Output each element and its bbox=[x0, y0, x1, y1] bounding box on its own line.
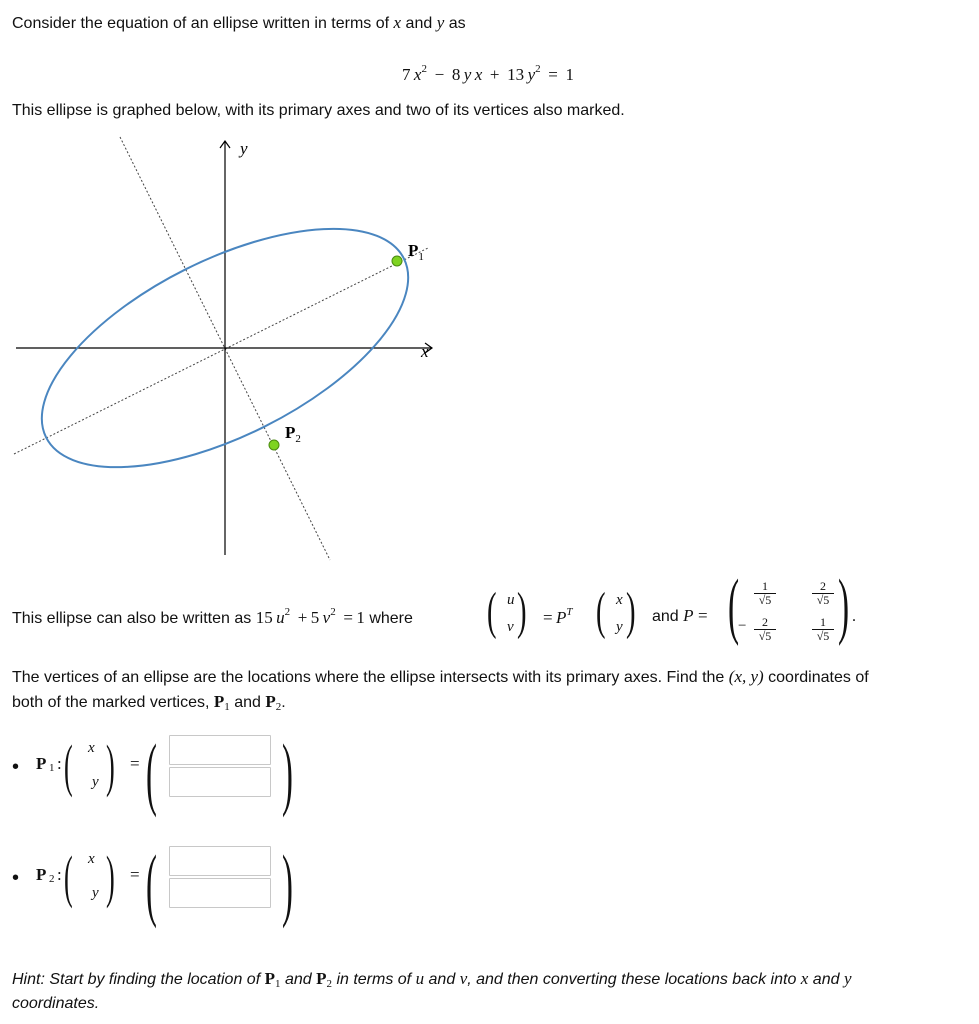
graph-description: This ellipse is graphed below, with its primary axes and two of its vertices also marked. bbox=[12, 102, 625, 119]
hint-line2: coordinates. bbox=[12, 995, 100, 1012]
p2-y-input[interactable] bbox=[169, 878, 271, 908]
answer-row-p1: • P 1 : ( x y ) = ( ) bbox=[12, 727, 293, 818]
vertex-p2-marker bbox=[269, 440, 279, 450]
p2-x-input[interactable] bbox=[169, 846, 271, 876]
intro-text: Consider the equation of an ellipse written in terms of x and y as bbox=[12, 13, 466, 32]
hint-line1: Hint: Start by finding the location of $P_1$ and $P_2$ in terms of u and v, and then converting these locations back into x and y bbox=[12, 969, 852, 990]
ellipse-equation: 7 $x^2 - 8$ y x + 13 $y^2 = 1$ bbox=[402, 63, 575, 84]
alt-form-row: This ellipse can also be written as 15 $u^2 + 5$ $v^2 = 1$ where bbox=[12, 606, 413, 627]
y-axis-label: y bbox=[240, 139, 248, 158]
ellipse-graph bbox=[0, 132, 979, 562]
major-axis-line bbox=[14, 248, 428, 454]
rotation-matrix: ( 1 √5 2 √5 − 2 √5 1 √5 ) . bbox=[728, 565, 856, 647]
vertex-p1-label: $P_1$ bbox=[408, 241, 424, 263]
p1-y-input[interactable] bbox=[169, 767, 271, 797]
question-line2: both of the marked vertices, $P_1$ and $P_2$. bbox=[12, 692, 286, 713]
question-line1: The vertices of an ellipse are the locations where the ellipse intersects with its primary axes. Find the (x, y) coordinates of bbox=[12, 667, 869, 686]
vertex-p1-marker bbox=[392, 256, 402, 266]
and-p-label: and P = bbox=[652, 606, 708, 625]
vertex-p2-label: $P_2$ bbox=[285, 423, 301, 445]
answer-row-p2: • P 2 : ( x y ) = ( ) bbox=[12, 838, 293, 929]
x-axis-label: x bbox=[421, 342, 429, 361]
p1-x-input[interactable] bbox=[169, 735, 271, 765]
pt-equals: = $P^T$ bbox=[543, 606, 573, 627]
